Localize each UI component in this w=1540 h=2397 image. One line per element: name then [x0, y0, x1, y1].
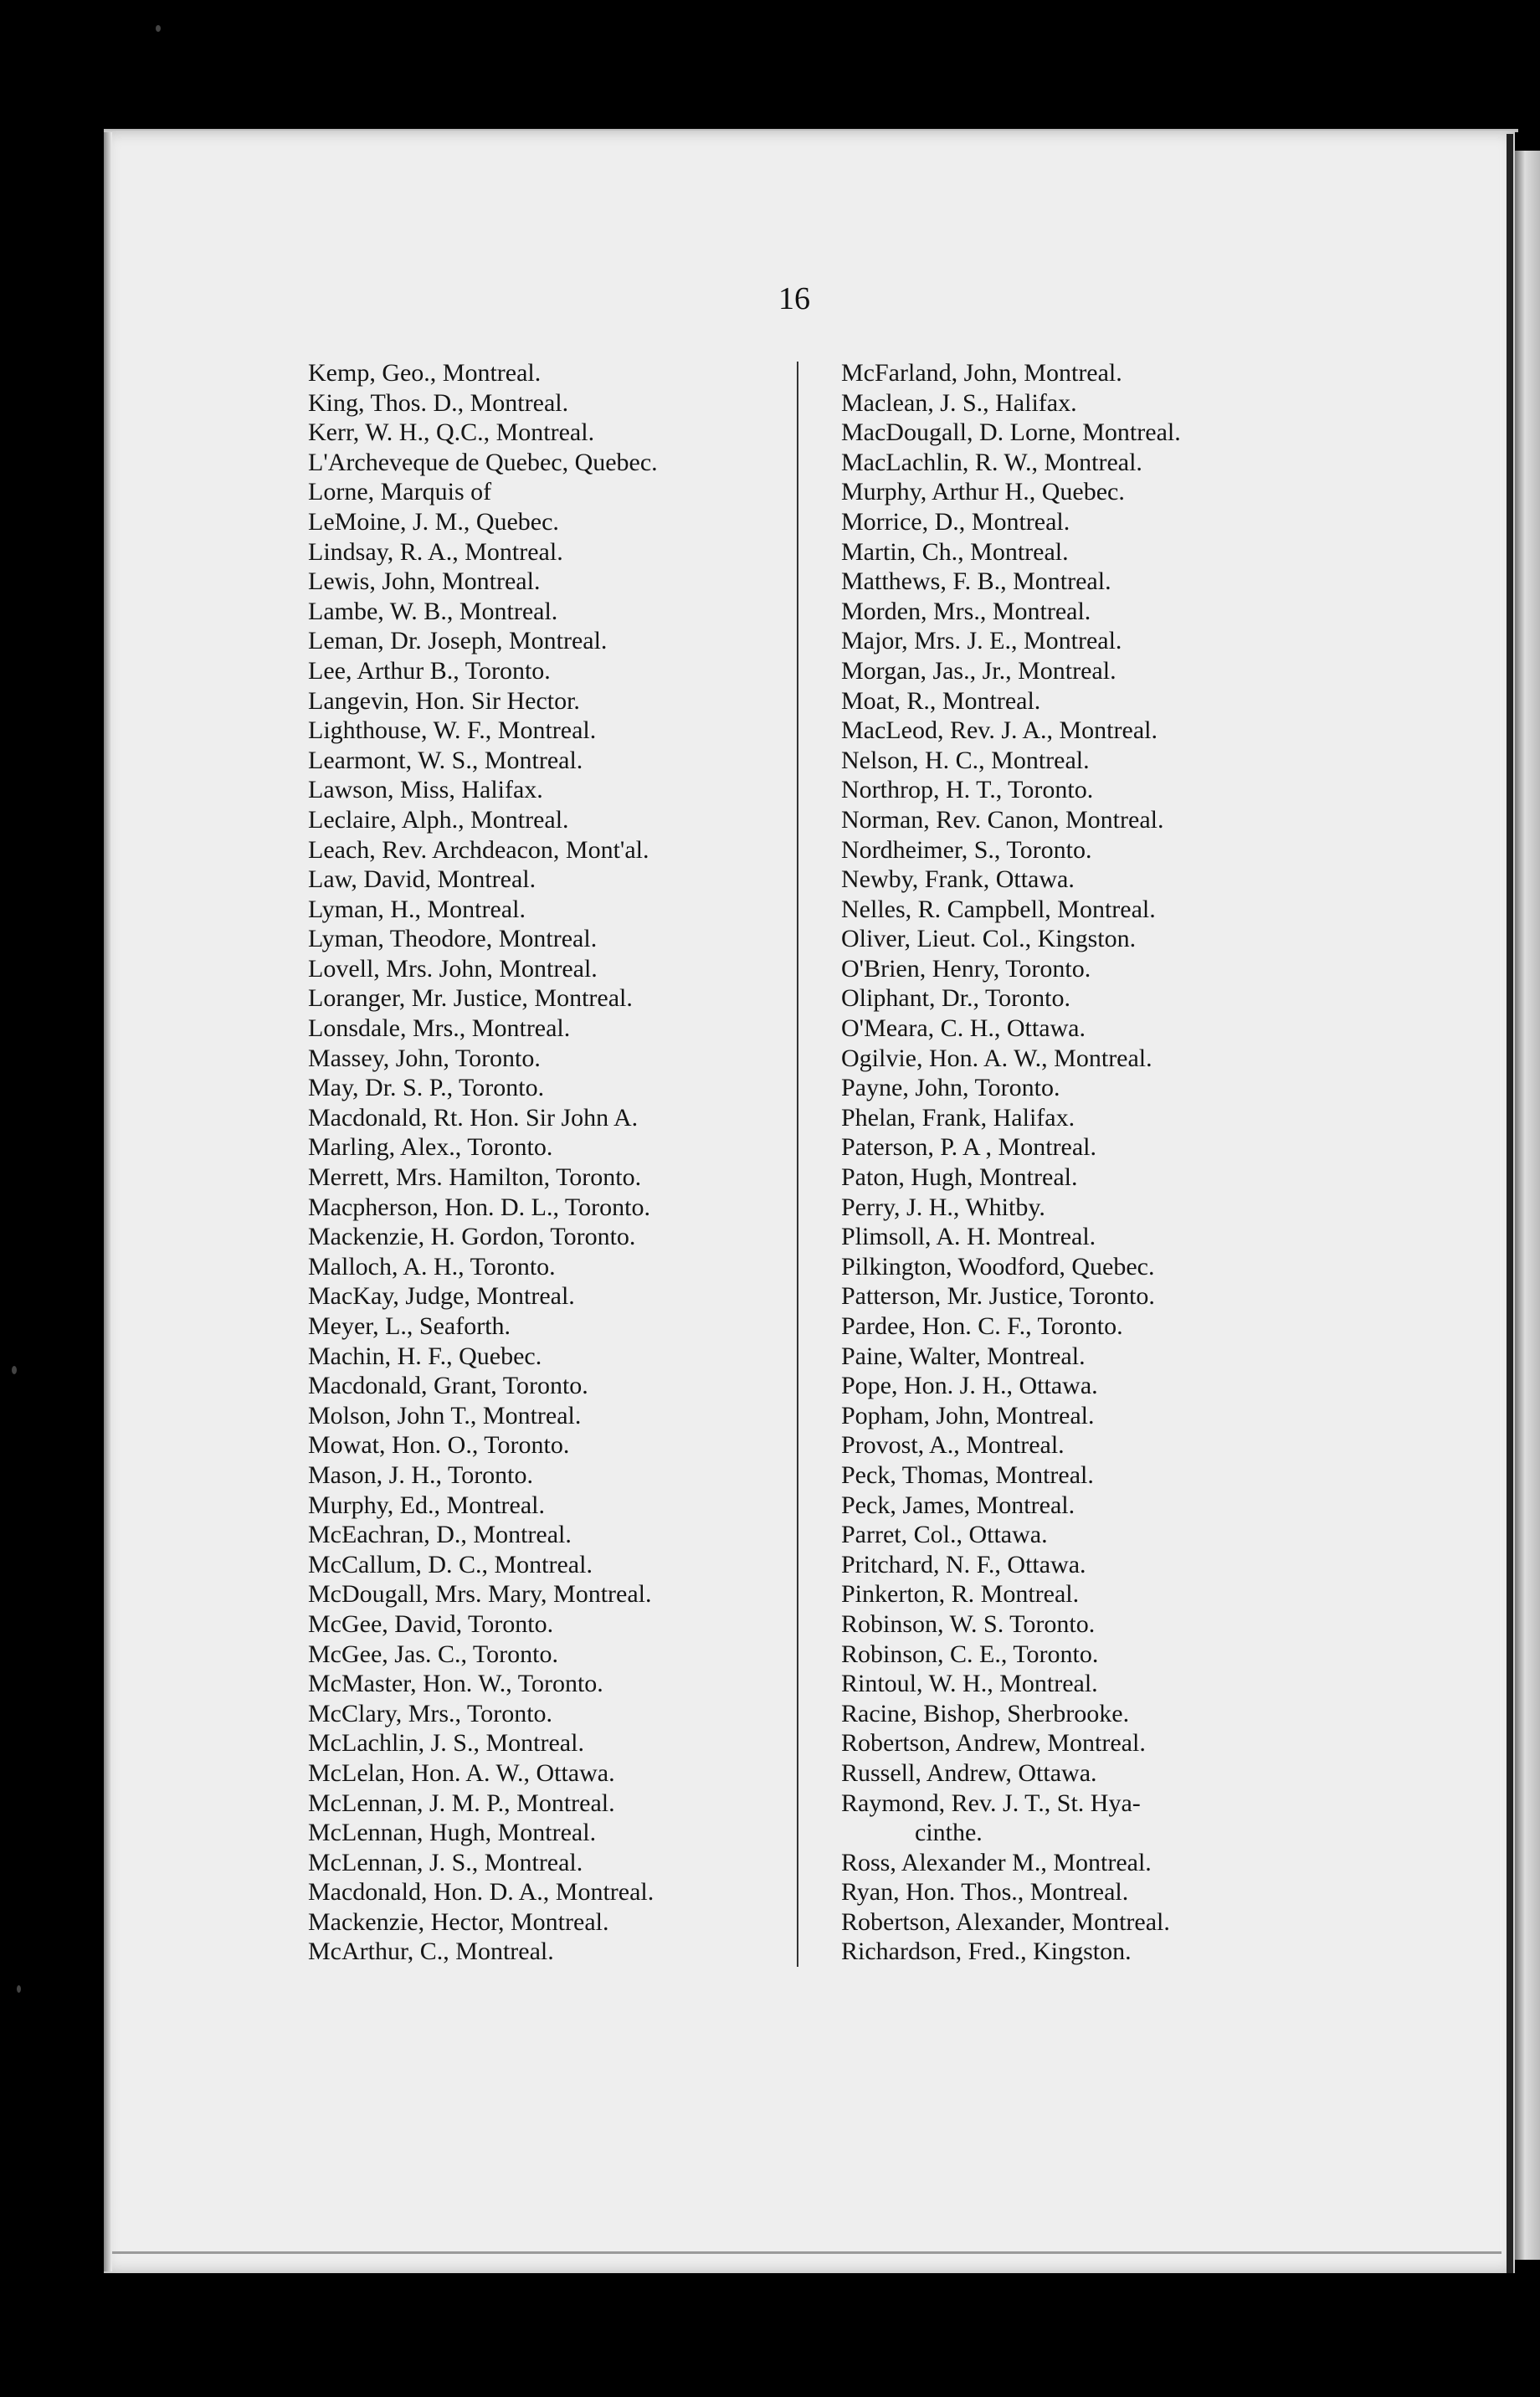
directory-entry: Morgan, Jas., Jr., Montreal.: [841, 656, 1116, 685]
directory-entry: Patterson, Mr. Justice, Toronto.: [841, 1282, 1155, 1311]
directory-entry: Mackenzie, Hector, Montreal.: [308, 1907, 609, 1936]
directory-entry: Mason, J. H., Toronto.: [308, 1460, 534, 1489]
directory-entry: Merrett, Mrs. Hamilton, Toronto.: [308, 1163, 642, 1192]
directory-entry: Payne, John, Toronto.: [841, 1074, 1060, 1102]
directory-entry: Maclean, J. S., Halifax.: [841, 388, 1077, 417]
directory-entry: Langevin, Hon. Sir Hector.: [308, 686, 580, 715]
directory-entry: Raymond, Rev. J. T., St. Hya-: [841, 1789, 1141, 1817]
directory-entry: O'Brien, Henry, Toronto.: [841, 954, 1091, 983]
directory-entry: Phelan, Frank, Halifax.: [841, 1103, 1075, 1132]
directory-entry: Murphy, Arthur H., Quebec.: [841, 478, 1125, 506]
directory-entry: McEachran, D., Montreal.: [308, 1521, 572, 1549]
directory-entry: Pinkerton, R. Montreal.: [841, 1580, 1080, 1609]
directory-entry: Meyer, L., Seaforth.: [308, 1312, 511, 1340]
directory-entry: L'Archeveque de Quebec, Quebec.: [308, 448, 658, 476]
directory-entry: Ryan, Hon. Thos., Montreal.: [841, 1878, 1129, 1907]
directory-entry: Pilkington, Woodford, Quebec.: [841, 1252, 1155, 1281]
directory-entry: Lyman, H., Montreal.: [308, 895, 526, 923]
directory-entry: McLennan, J. S., Montreal.: [308, 1848, 583, 1876]
page-number: 16: [778, 281, 810, 316]
directory-entry: Paine, Walter, Montreal.: [841, 1342, 1086, 1370]
scan-speck: [17, 1985, 21, 1993]
directory-entry: Pritchard, N. F., Ottawa.: [841, 1550, 1086, 1578]
directory-entry: McLennan, J. M. P., Montreal.: [308, 1789, 615, 1817]
directory-entry: McLachlin, J. S., Montreal.: [308, 1729, 584, 1758]
directory-entry: Perry, J. H., Whitby.: [841, 1193, 1045, 1221]
directory-entry: Nordheimer, S., Toronto.: [841, 835, 1092, 864]
directory-entry: MacLachlin, R. W., Montreal.: [841, 448, 1142, 476]
directory-entry: McClary, Mrs., Toronto.: [308, 1699, 553, 1727]
directory-entry: Rintoul, W. H., Montreal.: [841, 1670, 1098, 1698]
directory-entry: Macdonald, Hon. D. A., Montreal.: [308, 1878, 654, 1907]
next-page-edge: [1515, 151, 1540, 2260]
directory-entry: Murphy, Ed., Montreal.: [308, 1491, 546, 1519]
directory-entry: Ross, Alexander M., Montreal.: [841, 1848, 1152, 1876]
directory-entry: Newby, Frank, Ottawa.: [841, 865, 1075, 894]
directory-entry: Molson, John T., Montreal.: [308, 1401, 582, 1429]
directory-entry: Oliphant, Dr., Toronto.: [841, 984, 1070, 1013]
directory-entry: MacDougall, D. Lorne, Montreal.: [841, 418, 1181, 447]
page-bottom-rule: [112, 2251, 1502, 2254]
directory-entry: Robinson, C. E., Toronto.: [841, 1640, 1099, 1668]
directory-entry: LeMoine, J. M., Quebec.: [308, 507, 559, 536]
directory-entry: McGee, David, Toronto.: [308, 1609, 554, 1638]
directory-entry: MacKay, Judge, Montreal.: [308, 1282, 575, 1311]
directory-entry: McCallum, D. C., Montreal.: [308, 1550, 593, 1578]
directory-entry: Machin, H. F., Quebec.: [308, 1342, 542, 1370]
directory-entry: Morrice, D., Montreal.: [841, 507, 1070, 536]
directory-entry: Lewis, John, Montreal.: [308, 567, 541, 596]
directory-entry: May, Dr. S. P., Toronto.: [308, 1074, 545, 1102]
directory-entry: Plimsoll, A. H. Montreal.: [841, 1223, 1096, 1251]
directory-entry: Kerr, W. H., Q.C., Montreal.: [308, 418, 595, 447]
directory-entry: Lorne, Marquis of: [308, 478, 492, 506]
directory-entry: Popham, John, Montreal.: [841, 1401, 1095, 1429]
directory-entry: Norman, Rev. Canon, Montreal.: [841, 805, 1164, 834]
directory-entry: Matthews, F. B., Montreal.: [841, 567, 1111, 596]
directory-entry: Oliver, Lieut. Col., Kingston.: [841, 925, 1137, 953]
directory-entry: Mowat, Hon. O., Toronto.: [308, 1431, 570, 1460]
directory-entry: Lyman, Theodore, Montreal.: [308, 925, 598, 953]
directory-entry: Lawson, Miss, Halifax.: [308, 776, 543, 804]
directory-entry: McGee, Jas. C., Toronto.: [308, 1640, 558, 1668]
directory-entry: Lindsay, R. A., Montreal.: [308, 537, 563, 566]
directory-entry: Leman, Dr. Joseph, Montreal.: [308, 627, 608, 655]
directory-entry: Racine, Bishop, Sherbrooke.: [841, 1699, 1130, 1727]
directory-entry: Macdonald, Rt. Hon. Sir John A.: [308, 1103, 639, 1132]
directory-entry: Major, Mrs. J. E., Montreal.: [841, 627, 1122, 655]
directory-entry: Moat, R., Montreal.: [841, 686, 1041, 715]
directory-entry: Learmont, W. S., Montreal.: [308, 746, 583, 774]
left-column-list: [308, 358, 658, 1967]
directory-entry: Northrop, H. T., Toronto.: [841, 776, 1094, 804]
directory-entry: Provost, A., Montreal.: [841, 1431, 1065, 1460]
directory-entry: Paterson, P. A , Montreal.: [841, 1133, 1096, 1162]
right-column-list: [841, 358, 1181, 1967]
directory-entry: McLelan, Hon. A. W., Ottawa.: [308, 1758, 615, 1787]
directory-entry: Nelson, H. C., Montreal.: [841, 746, 1090, 774]
directory-entry: Nelles, R. Campbell, Montreal.: [841, 895, 1156, 923]
directory-entry: Morden, Mrs., Montreal.: [841, 597, 1091, 625]
directory-entry: Macdonald, Grant, Toronto.: [308, 1372, 588, 1400]
directory-entry: Peck, Thomas, Montreal.: [841, 1460, 1094, 1489]
column-divider: [797, 362, 798, 1967]
directory-entry: Kemp, Geo., Montreal.: [308, 359, 542, 387]
directory-entry: Lonsdale, Mrs., Montreal.: [308, 1014, 571, 1043]
directory-entry: McArthur, C., Montreal.: [308, 1938, 554, 1966]
directory-entry: Law, David, Montreal.: [308, 865, 536, 894]
directory-entry: King, Thos. D., Montreal.: [308, 388, 569, 417]
directory-entry: Paton, Hugh, Montreal.: [841, 1163, 1078, 1192]
directory-entry: Pardee, Hon. C. F., Toronto.: [841, 1312, 1123, 1340]
directory-entry: Martin, Ch., Montreal.: [841, 537, 1069, 566]
directory-entry: Massey, John, Toronto.: [308, 1044, 541, 1072]
directory-entry: McMaster, Hon. W., Toronto.: [308, 1670, 603, 1698]
directory-entry: Russell, Andrew, Ottawa.: [841, 1758, 1097, 1787]
directory-entry: Lambe, W. B., Montreal.: [308, 597, 558, 625]
directory-entry: Robinson, W. S. Toronto.: [841, 1609, 1096, 1638]
directory-entry: McDougall, Mrs. Mary, Montreal.: [308, 1580, 652, 1609]
directory-entry: Robertson, Andrew, Montreal.: [841, 1729, 1146, 1758]
scan-speck: [156, 25, 161, 32]
directory-entry: Loranger, Mr. Justice, Montreal.: [308, 984, 633, 1013]
directory-entry: Pope, Hon. J. H., Ottawa.: [841, 1372, 1098, 1400]
directory-entry: McFarland, John, Montreal.: [841, 359, 1122, 387]
scan-speck: [12, 1366, 17, 1374]
directory-entry: Marling, Alex., Toronto.: [308, 1133, 553, 1162]
directory-entry: Ogilvie, Hon. A. W., Montreal.: [841, 1044, 1152, 1072]
directory-entry: McLennan, Hugh, Montreal.: [308, 1819, 597, 1847]
directory-entry: cinthe.: [915, 1819, 983, 1847]
directory-entry: Mackenzie, H. Gordon, Toronto.: [308, 1223, 636, 1251]
directory-entry: O'Meara, C. H., Ottawa.: [841, 1014, 1086, 1043]
directory-entry: Parret, Col., Ottawa.: [841, 1521, 1048, 1549]
directory-entry: Lovell, Mrs. John, Montreal.: [308, 954, 598, 983]
directory-entry: Peck, James, Montreal.: [841, 1491, 1075, 1519]
directory-entry: Robertson, Alexander, Montreal.: [841, 1907, 1170, 1936]
directory-entry: Lee, Arthur B., Toronto.: [308, 656, 551, 685]
directory-entry: Leclaire, Alph., Montreal.: [308, 805, 569, 834]
directory-entry: Macpherson, Hon. D. L., Toronto.: [308, 1193, 650, 1221]
page-binding-edge: [1507, 134, 1513, 2273]
directory-entry: Richardson, Fred., Kingston.: [841, 1938, 1132, 1966]
directory-entry: Leach, Rev. Archdeacon, Mont'al.: [308, 835, 649, 864]
directory-entry: Malloch, A. H., Toronto.: [308, 1252, 556, 1281]
directory-entry: Lighthouse, W. F., Montreal.: [308, 716, 597, 745]
page-left-edge: [104, 132, 112, 2271]
directory-entry: MacLeod, Rev. J. A., Montreal.: [841, 716, 1158, 745]
